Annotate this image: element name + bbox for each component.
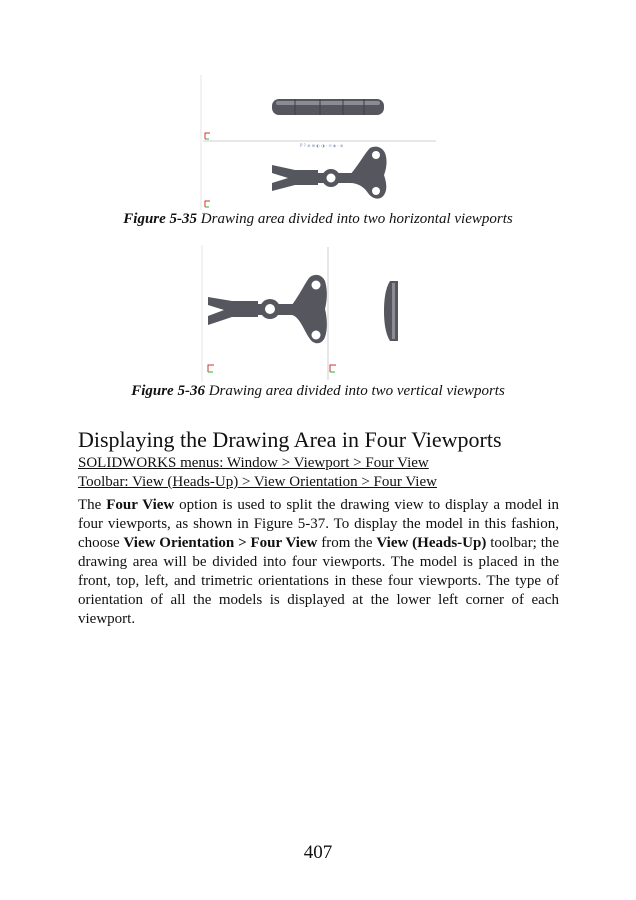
figure-5-36-caption <box>0 382 636 400</box>
body-paragraph <box>78 496 559 629</box>
paragraph-bold-term: View Orientation > Four View <box>123 535 318 551</box>
top-viewport-model <box>272 99 384 115</box>
paragraph-text: option is used to split the drawing view to display a model in four viewports, as shown in Figure 5-37. To display the model in this fashion, choose <box>78 497 559 551</box>
paragraph-bold-term: View (Heads-Up) <box>376 535 487 551</box>
paragraph-text: from the <box>317 535 377 551</box>
figure-5-36-image <box>200 245 400 382</box>
figure-label: Figure 5-36 <box>131 383 205 399</box>
horizontal-viewports-illustration <box>200 75 438 210</box>
menus-path: SOLIDWORKS menus: Window > Viewport > Four View <box>78 455 429 471</box>
paragraph-text: The <box>78 497 107 513</box>
section-heading: Displaying the Drawing Area in Four Viewports <box>78 427 502 452</box>
figure-5-35-caption <box>0 210 636 228</box>
figure-caption-text: Drawing area divided into two vertical viewports <box>204 383 505 399</box>
toolbar-path: Toolbar: View (Heads-Up) > View Orientation > Four View <box>78 474 437 490</box>
paragraph-text: toolbar; the drawing area will be divided into four viewports. The model is placed in the front, top, left, and trimetric orientations in these four viewports. The type of orientation of all the models is displayed at the lower left corner of each viewport. <box>78 535 560 627</box>
vertical-viewports-illustration <box>200 245 400 382</box>
figure-label: Figure 5-35 <box>123 211 198 227</box>
page-number: 407 <box>303 842 333 863</box>
figure-caption-text: Drawing area divided into two horizontal viewports <box>197 211 513 227</box>
viewport-toolbar: P ? ⊕ ⊞ ◐ ◑ · ⊙ ◈ · ⊗ <box>300 143 344 148</box>
figure-5-35-image <box>200 75 438 210</box>
paragraph-bold-term: Four View <box>106 497 175 513</box>
